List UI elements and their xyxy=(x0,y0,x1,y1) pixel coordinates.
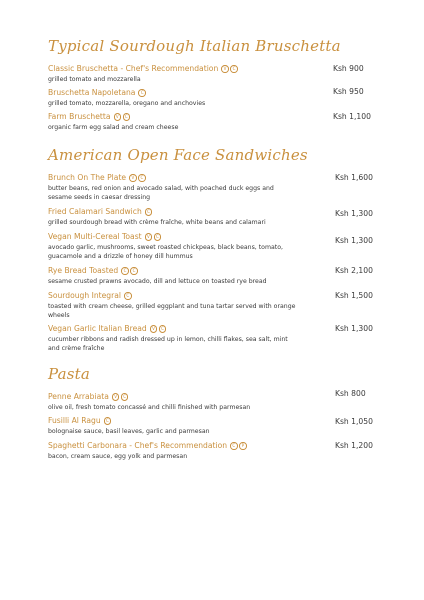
menu-item-price: Ksh 950 xyxy=(333,87,364,96)
dietary-badges xyxy=(121,266,139,276)
dietary-badge-icon: C xyxy=(138,89,146,97)
menu-item-price: Ksh 800 xyxy=(335,389,366,398)
menu-item-name: Fusilli Al Ragu C xyxy=(48,416,378,426)
dietary-badges xyxy=(138,88,147,98)
dietary-badge-icon: C xyxy=(154,233,162,241)
menu-item-name: Rye Bread Toasted C C xyxy=(48,266,378,276)
menu-item-name: Classic Bruschetta - Chef's Recommendation V C xyxy=(48,64,378,74)
section-title-pasta: Pasta xyxy=(48,365,91,383)
dietary-badge-icon: V xyxy=(114,113,122,121)
menu-item-name: Spaghetti Carbonara - Chef's Recommendation C P xyxy=(48,441,378,451)
dietary-badge-icon: C xyxy=(130,267,138,275)
dietary-badge-icon: C xyxy=(121,267,129,275)
dietary-badge-icon: V xyxy=(150,325,158,333)
menu-item-price: Ksh 1,100 xyxy=(333,112,371,121)
menu-item-name: Vegan Multi-Cereal Toast V C xyxy=(48,232,378,242)
menu-item-description: olive oil, fresh tomato concassé and chilli finished with parmesan xyxy=(48,404,251,411)
menu-item xyxy=(48,324,378,353)
dietary-badges xyxy=(112,392,130,402)
dietary-badge-icon: C xyxy=(145,208,153,216)
menu-item xyxy=(48,441,378,461)
menu-item-name: Penne Arrabiata V C xyxy=(48,392,378,402)
menu-item xyxy=(48,88,378,108)
dietary-badge-icon: C xyxy=(121,393,129,401)
menu-item-price: Ksh 1,600 xyxy=(335,173,373,182)
dietary-badge-icon: P xyxy=(239,442,247,450)
dietary-badges xyxy=(230,441,248,451)
menu-item xyxy=(48,207,378,227)
menu-item xyxy=(48,112,378,132)
menu-item-description: butter beans, red onion and avocado salad, with poached duck eggs and sesame seeds in caesar dressing xyxy=(48,185,274,201)
dietary-badge-icon: C xyxy=(123,113,131,121)
dietary-badge-icon: V xyxy=(129,174,137,182)
dietary-badge-icon: C xyxy=(138,174,146,182)
menu-item-price: Ksh 2,100 xyxy=(335,266,373,275)
dietary-badge-icon: C xyxy=(104,417,112,425)
dietary-badges xyxy=(150,324,168,334)
menu-item-name: Brunch On The Plate V C xyxy=(48,173,378,183)
menu-item-description: avocado garlic, mushrooms, sweet roasted chickpeas, black beans, tomato, guacamole and a drizzle of honey dill hummus xyxy=(48,244,283,260)
menu-item xyxy=(48,291,378,320)
menu-item-description: sesame crusted prawns avocado, dill and lettuce on toasted rye bread xyxy=(48,278,267,285)
section-title-bruschetta: Typical Sourdough Italian Bruschetta xyxy=(48,37,341,55)
menu-item-description: grilled tomato, mozzarella, oregano and anchovies xyxy=(48,100,206,107)
menu-item-description: cucumber ribbons and radish dressed up in lemon, chilli flakes, sea salt, mint and crème fraîche xyxy=(48,336,288,352)
menu-item-description: toasted with cream cheese, grilled eggplant and tuna tartar served with orange wheels xyxy=(48,303,296,319)
menu-item xyxy=(48,232,378,261)
dietary-badge-icon: V xyxy=(112,393,120,401)
menu-item-price: Ksh 1,200 xyxy=(335,441,373,450)
dietary-badge-icon: V xyxy=(221,65,229,73)
menu-item-name: Bruschetta Napoletana C xyxy=(48,88,378,98)
menu-item-price: Ksh 900 xyxy=(333,64,364,73)
dietary-badges xyxy=(124,291,133,301)
menu-item-description: organic farm egg salad and cream cheese xyxy=(48,124,179,131)
dietary-badge-icon: C xyxy=(230,65,238,73)
menu-item xyxy=(48,392,378,412)
dietary-badges xyxy=(221,64,239,74)
dietary-badge-icon: C xyxy=(124,292,132,300)
menu-item-name: Fried Calamari Sandwich C xyxy=(48,207,378,217)
menu-item-price: Ksh 1,300 xyxy=(335,209,373,218)
dietary-badge-icon: V xyxy=(145,233,153,241)
menu-item xyxy=(48,173,378,202)
menu-item xyxy=(48,64,378,84)
dietary-badge-icon: C xyxy=(159,325,167,333)
menu-item-name: Farm Bruschetta V C xyxy=(48,112,378,122)
menu-item-price: Ksh 1,300 xyxy=(335,324,373,333)
dietary-badges xyxy=(114,112,132,122)
dietary-badge-icon: C xyxy=(230,442,238,450)
dietary-badges xyxy=(145,232,163,242)
menu-item xyxy=(48,266,378,286)
menu-item-price: Ksh 1,500 xyxy=(335,291,373,300)
menu-item-price: Ksh 1,050 xyxy=(335,417,373,426)
section-title-sandwiches: American Open Face Sandwiches xyxy=(48,146,308,164)
dietary-badges xyxy=(145,207,154,217)
menu-item-name: Sourdough Integral C xyxy=(48,291,378,301)
menu-item-description: grilled sourdough bread with crème fraîche, white beans and calamari xyxy=(48,219,266,226)
menu-item-description: bacon, cream sauce, egg yolk and parmesan xyxy=(48,453,188,460)
menu-item-name: Vegan Garlic Italian Bread V C xyxy=(48,324,378,334)
menu-item-description: bolognaise sauce, basil leaves, garlic and parmesan xyxy=(48,428,210,435)
dietary-badges xyxy=(104,416,113,426)
dietary-badges xyxy=(129,173,147,183)
menu-item-price: Ksh 1,300 xyxy=(335,236,373,245)
menu-item-description: grilled tomato and mozzarella xyxy=(48,76,141,83)
menu-item xyxy=(48,416,378,436)
